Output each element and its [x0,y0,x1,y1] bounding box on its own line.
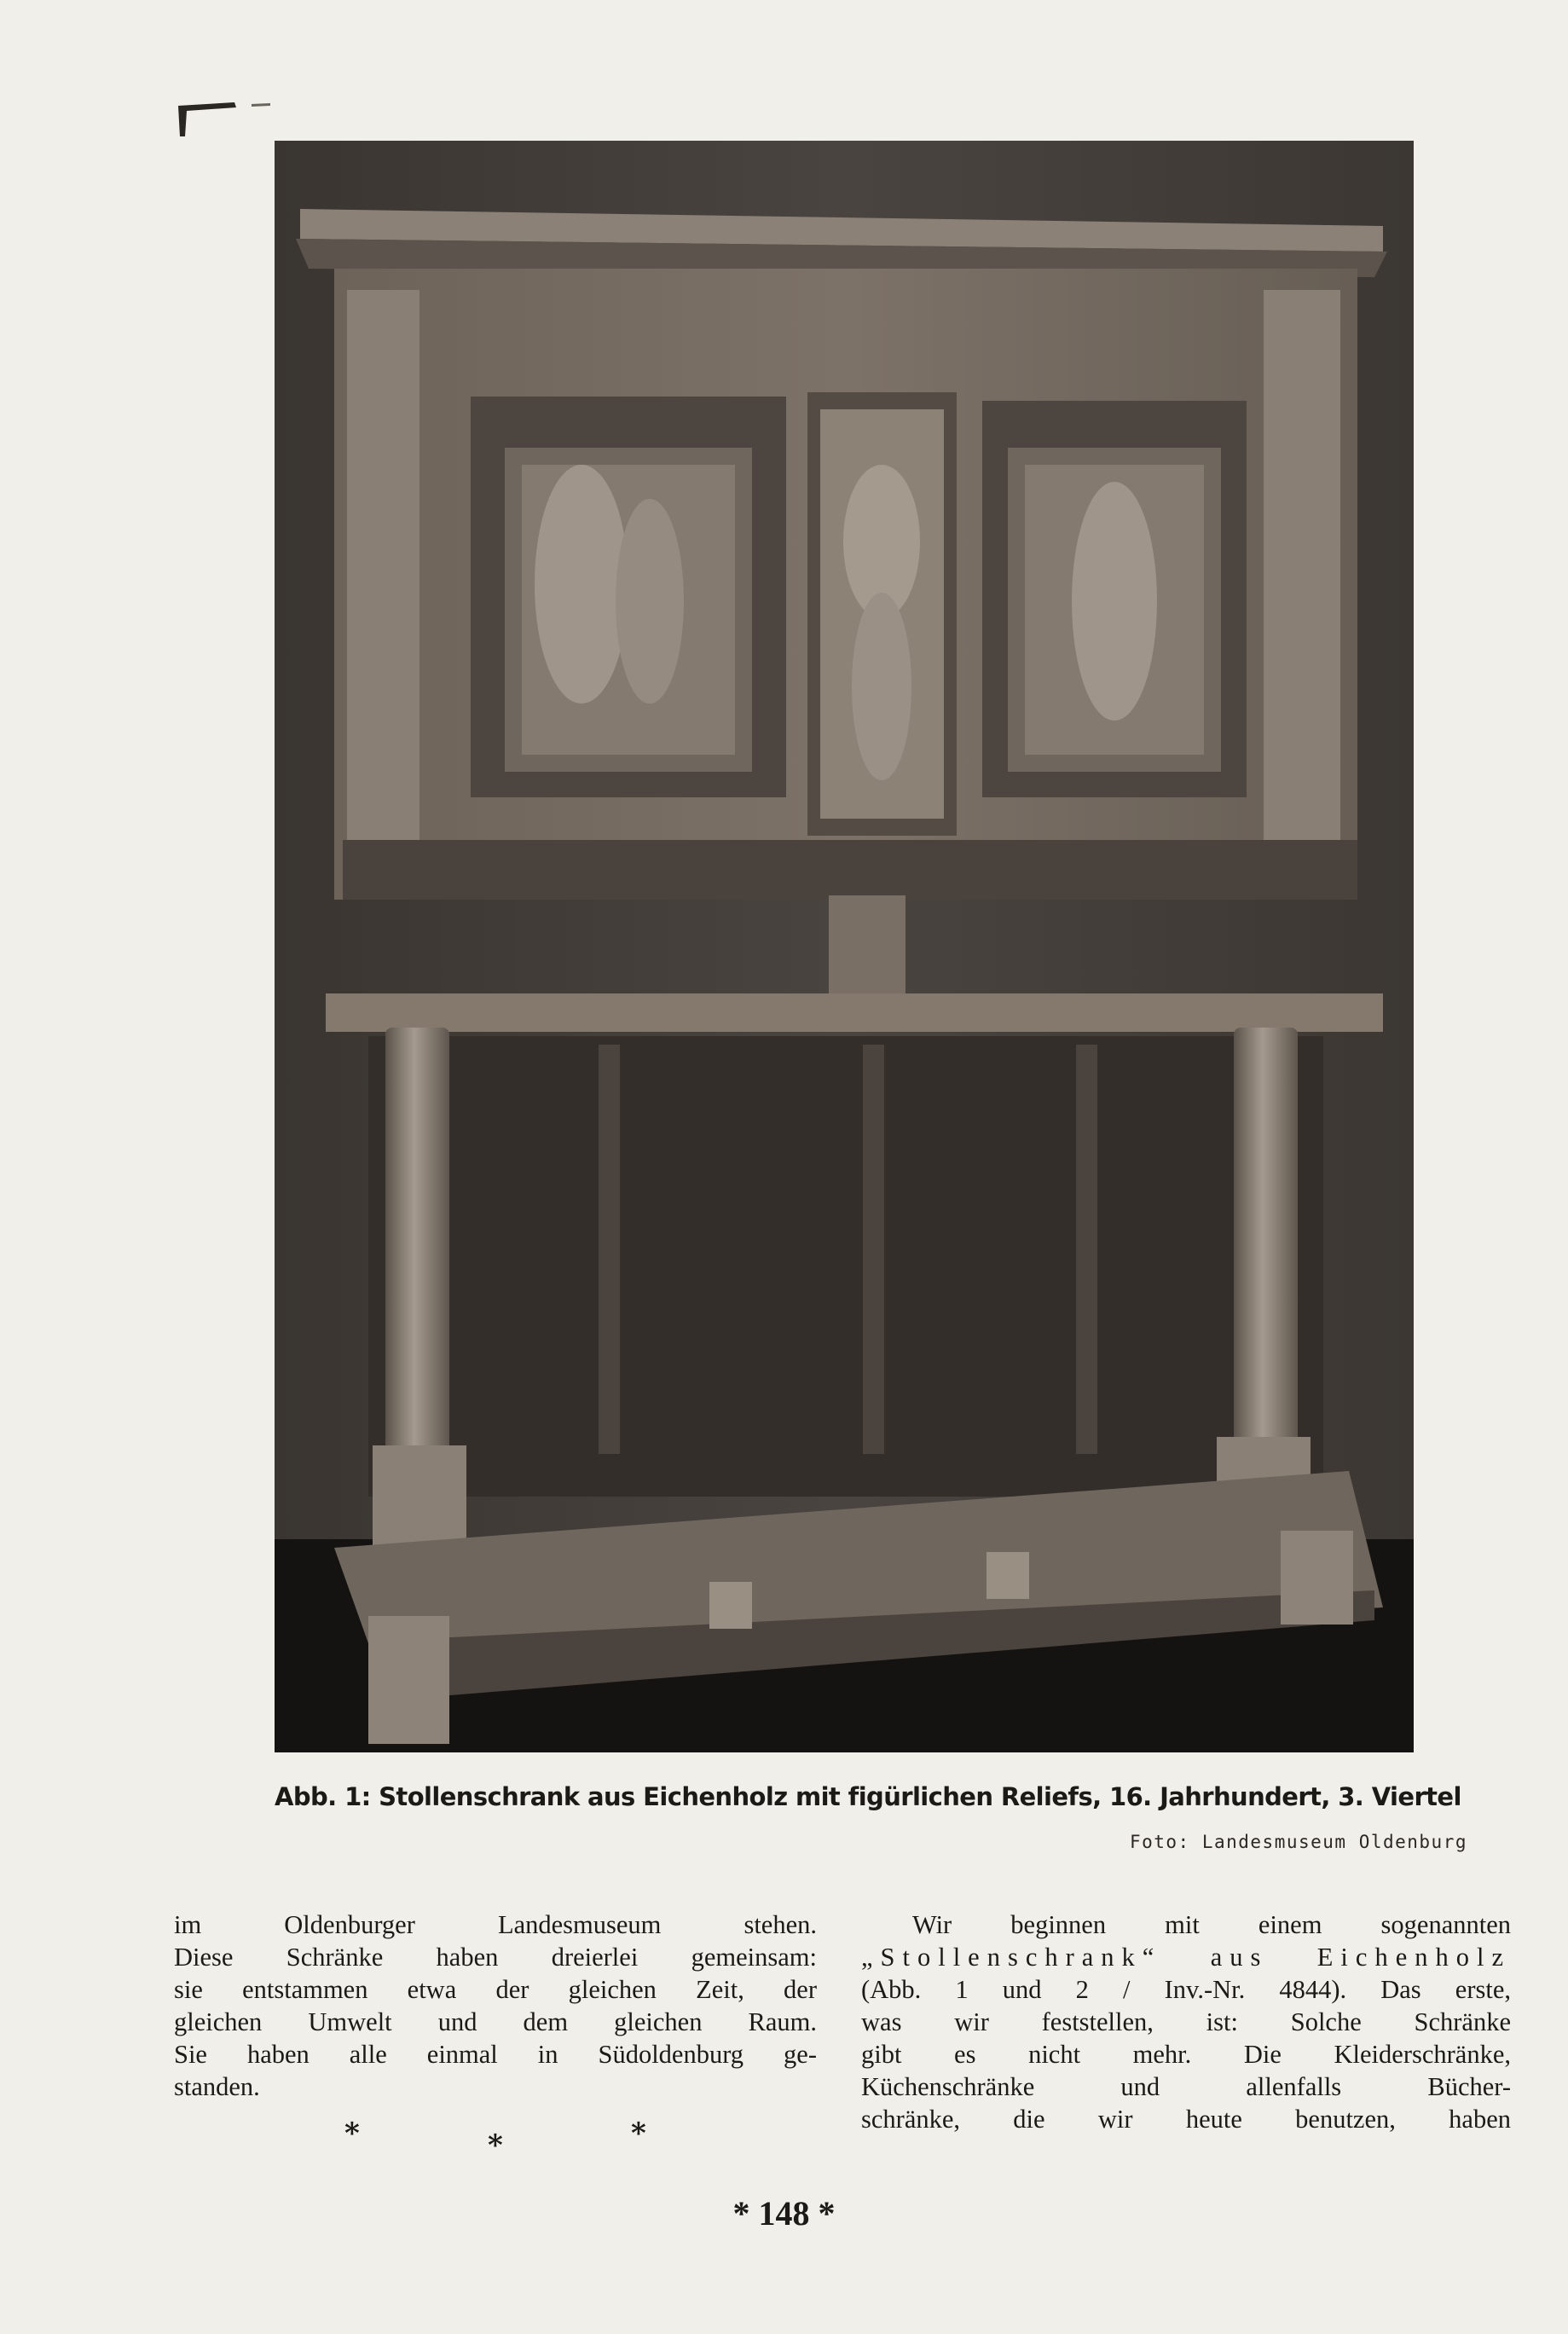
text-column-right [861,1908,1511,2135]
cabinet-photograph [275,141,1414,1752]
text-line: standen. [174,2072,260,2101]
text-line: Sie haben alle einmal in Südoldenburg ge- [174,2040,817,2069]
text-line: (Abb. 1 und 2 / Inv.-Nr. 4844). Das erste, [861,1975,1511,2004]
text-line: sie entstammen etwa der gleichen Zeit, der [174,1975,817,2004]
star-ornament: * [488,2128,503,2163]
section-divider-stars [0,2115,819,2166]
page-number: * 148 * [732,2194,836,2233]
text-line: was wir feststellen, ist: Solche Schränke [861,2007,1511,2036]
figure-caption: Abb. 1: Stollenschrank aus Eichenholz mit figürlichen Reliefs, 16. Jahrhundert, 3. Viertel [275,1782,1461,1811]
star-ornament: * [344,2117,360,2151]
star-ornament: * [631,2117,646,2151]
text-column-left [174,1908,817,2103]
photo-credit: Foto: Landesmuseum Oldenburg [1129,1832,1467,1852]
text-line: schränke, die wir heute benutzen, haben [861,2105,1511,2134]
print-fragment-mark [175,92,277,143]
text-line: Wir beginnen mit einem sogenannten [912,1910,1511,1939]
cabinet-illustration [275,141,1414,1752]
text-line: gleichen Umwelt und dem gleichen Raum. [174,2007,817,2036]
text-line: „Stollenschrank“ aus Eichenholz [861,1943,1511,1972]
text-line: im Oldenburger Landesmuseum stehen. [174,1910,817,1939]
text-line: gibt es nicht mehr. Die Kleiderschränke, [861,2040,1511,2069]
text-line: Diese Schränke haben dreierlei gemeinsam: [174,1943,817,1972]
text-line: Küchenschränke und allenfalls Bücher- [861,2072,1511,2101]
